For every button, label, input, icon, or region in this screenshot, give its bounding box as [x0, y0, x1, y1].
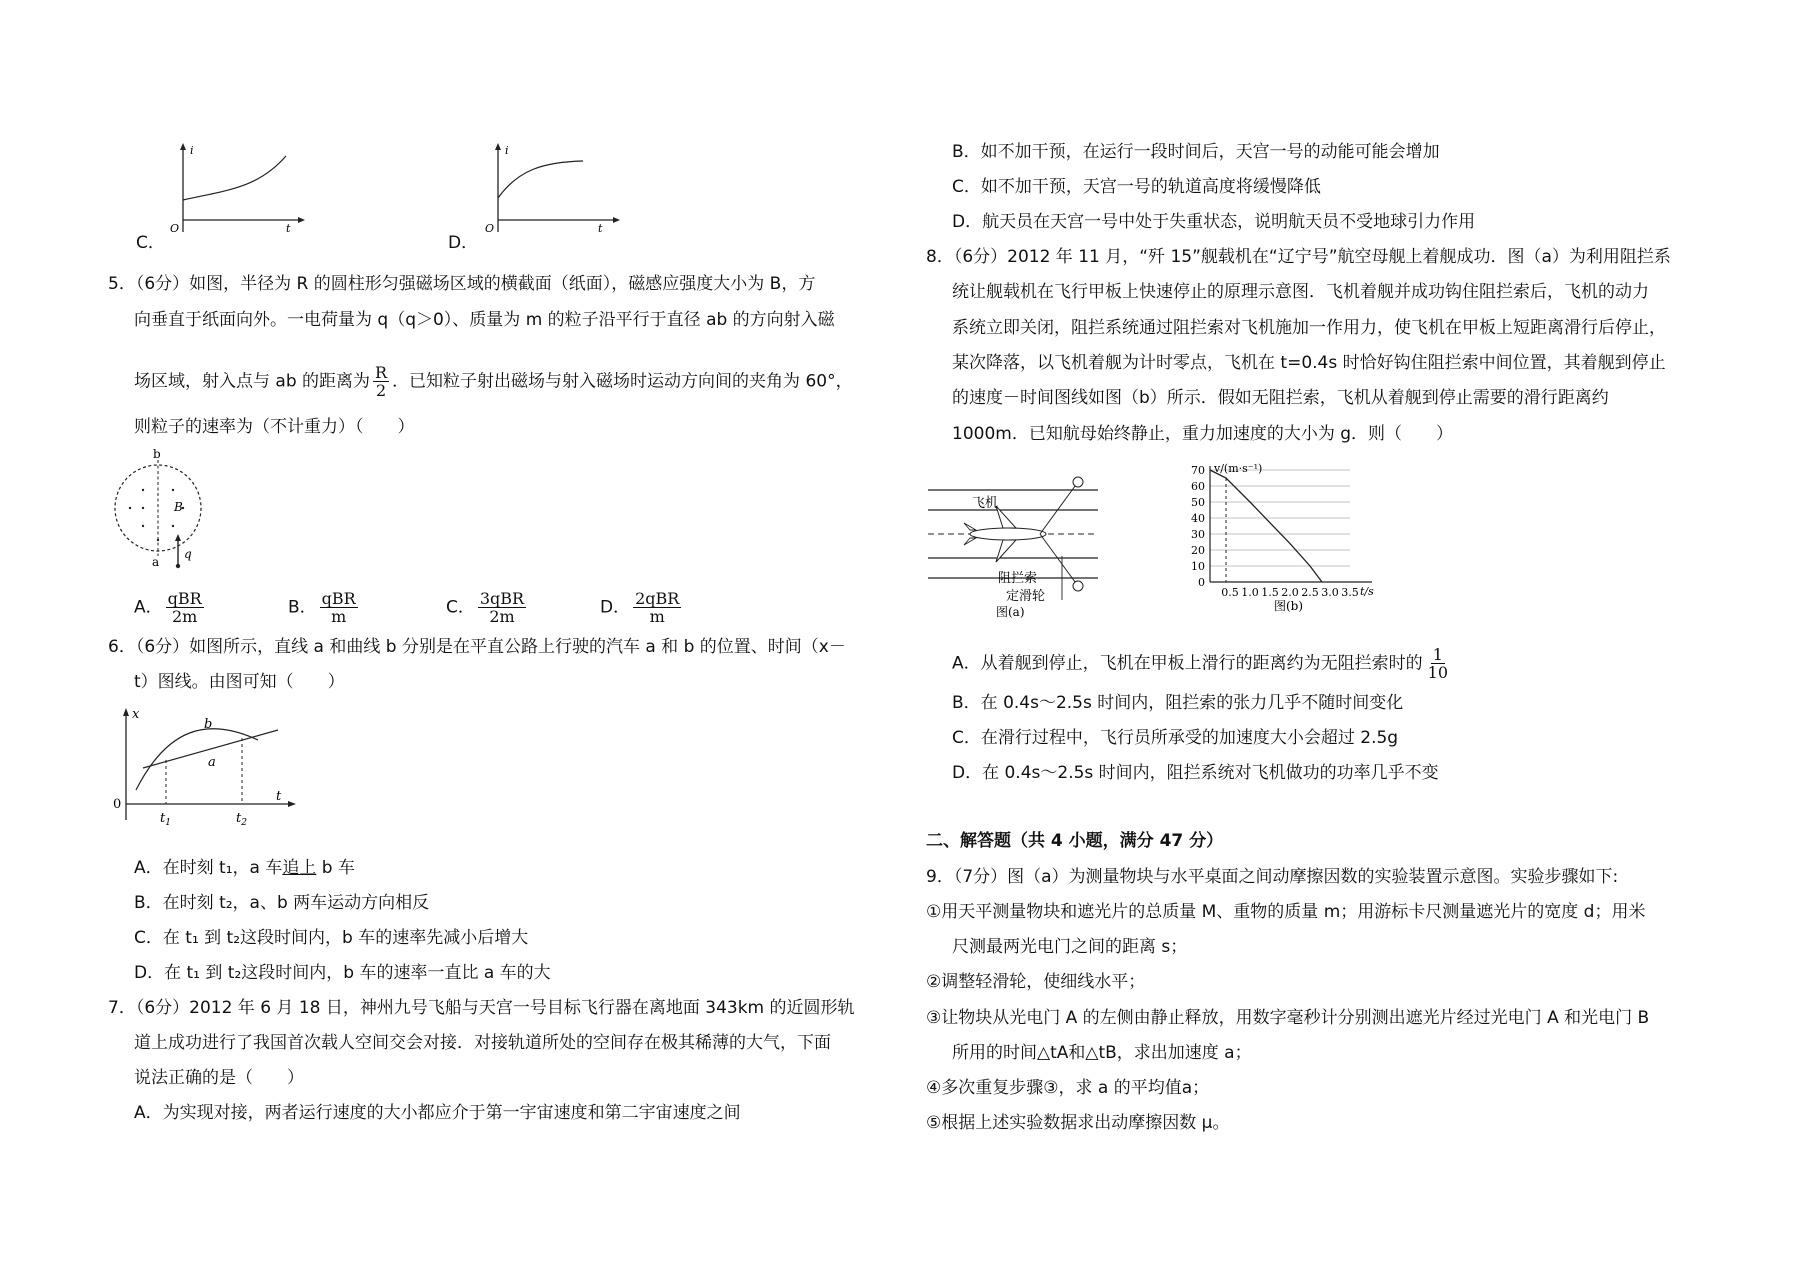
q6-option-b[interactable]: B．在时刻 t₂，a、b 两车运动方向相反 [134, 893, 430, 913]
q9-step-4: ④多次重复步骤③，求 a 的平均值a； [926, 1078, 1210, 1098]
charge-q-label: q [184, 547, 192, 561]
pulley-label: 定滑轮 [1006, 589, 1046, 604]
svg-text:t1 [160, 811, 171, 828]
q5-option-b[interactable] [288, 590, 361, 625]
section-2-heading: 二、解答题（共 4 小题，满分 47 分） [926, 831, 1224, 851]
y-tick-label: 0 [1198, 576, 1205, 589]
q6-option-a-pre: A．在时刻 t₁，a 车 [134, 858, 283, 878]
x-tick-label: 3.0 [1321, 586, 1339, 599]
y-tick-label: 20 [1191, 544, 1205, 557]
fraction-den: 2m [171, 607, 198, 626]
q4-graph-d [448, 140, 688, 240]
option-a-fraction [166, 590, 204, 625]
fraction-num: qBR [167, 589, 202, 608]
y-tick-label: 70 [1191, 464, 1205, 477]
x-tick-label: 2.0 [1281, 586, 1299, 599]
q4-option-d-label: D． [448, 233, 479, 253]
option-d-fraction [633, 590, 681, 625]
axis-t-label: t [286, 222, 291, 235]
y-tick-label: 30 [1191, 528, 1205, 541]
y-tick-label: 50 [1191, 496, 1205, 509]
fraction-num: 1 [1432, 645, 1443, 664]
q9-line-1: 9．（7分）图（a）为测量物块与水平桌面之间动摩擦因数的实验装置示意图。实验步骤如下: [926, 867, 1619, 887]
q5-line-4: 则粒子的速率为（不计重力）（ ） [134, 417, 415, 437]
q6-option-a-underlined: 追上 [282, 858, 317, 878]
figure-b-caption: 图(b) [1274, 599, 1304, 613]
velocity-curve [1210, 470, 1322, 582]
q4-graph-c [138, 140, 378, 240]
t2-label: t [236, 811, 242, 826]
q6-xt-graph [108, 702, 308, 832]
q7-option-c[interactable]: C．如不加干预，天宫一号的轨道高度将缓慢降低 [952, 177, 1321, 197]
fraction-num: 2qBR [635, 589, 680, 608]
q8-line-2: 统让舰载机在飞行甲板上快速停止的原理示意图．飞机着舰并成功钩住阻拦索后，飞机的动力 [952, 282, 1649, 302]
y-tick-label: 10 [1191, 560, 1205, 573]
t1-label: t [160, 811, 166, 826]
q9-step-5: ⑤根据上述实验数据求出动摩擦因数 μ。 [926, 1113, 1230, 1133]
q8-option-d[interactable]: D．在 0.4s～2.5s 时间内，阻拦系统对飞机做功的功率几乎不变 [952, 763, 1439, 783]
q6-option-a[interactable] [134, 857, 355, 879]
q5-line-3-post: ．已知粒子射出磁场与射入磁场时运动方向间的夹角为 60°， [392, 371, 853, 392]
q6-line-1: 6．（6分）如图所示，直线 a 和曲线 b 分别是在平直公路上行驶的汽车 a 和 b 的位置、时间（x－ [108, 637, 846, 657]
q5-line-2: 向垂直于纸面向外。一电荷量为 q（q＞0）、质量为 m 的粒子沿平行于直径 ab 的方向射入磁 [134, 310, 835, 330]
axis-t-label: t [276, 789, 282, 804]
q9-step-2: ②调整轻滑轮，使细线水平； [926, 972, 1146, 992]
y-tick-label: 60 [1191, 480, 1205, 493]
curve-b-label: b [204, 717, 213, 732]
origin-label: O [170, 222, 180, 235]
y-tick-label: 40 [1191, 512, 1205, 525]
fraction-den: m [331, 607, 347, 626]
q8-line-1: 8．（6分）2012 年 11 月，“歼 15”舰载机在“辽宁号”航空母舰上着舰成功．图（a）为利用阻拦系 [926, 247, 1671, 267]
option-label: D． [600, 597, 631, 618]
q7-option-a[interactable]: A．为实现对接，两者运行速度的大小都应介于第一宇宙速度和第二宇宙速度之间 [134, 1103, 741, 1123]
q5-option-d[interactable] [600, 590, 684, 625]
x-axis-label: t/s [1360, 585, 1374, 598]
point-a-label: a [152, 555, 160, 569]
x-tick-label: 2.5 [1301, 586, 1319, 599]
plane-label: 飞机 [972, 496, 999, 511]
y-axis-label: v/(m·s⁻¹) [1214, 462, 1263, 475]
q5-line-1: 5．（6分）如图，半径为 R 的圆柱形匀强磁场区域的横截面（纸面），磁感应强度大小为 B，方 [108, 274, 816, 294]
fraction-den: 10 [1427, 663, 1448, 682]
axis-i-label: i [505, 144, 509, 157]
cable-label: 阻拦索 [998, 571, 1038, 586]
q8-option-a-fraction [1426, 646, 1450, 681]
q8-line-4: 某次降落，以飞机着舰为计时零点，飞机在 t=0.4s 时恰好钩住阻拦索中间位置，其着舰到停止 [952, 353, 1666, 373]
q9-step-1a: ①用天平测量物块和遮光片的总质量 M、重物的质量 m；用游标卡尺测量遮光片的宽度 d；用米 [926, 902, 1646, 922]
fraction-num: 3qBR [479, 589, 525, 608]
fraction-den: 2m [489, 607, 515, 626]
option-label: C． [446, 597, 475, 618]
fraction-num: qBR [321, 589, 356, 608]
q6-line-2: t）图线。由图可知（ ） [134, 672, 345, 692]
field-b-label: B [174, 500, 183, 514]
q8-figure-a [928, 460, 1108, 620]
q5-line-3-pre: 场区域，射入点与 ab 的距离为 [134, 371, 371, 392]
q5-fraction-num: R [375, 363, 388, 382]
q5-option-c[interactable] [446, 590, 529, 625]
q5-circle-figure [108, 448, 228, 570]
q9-step-3b: 所用的时间△tA和△tB，求出加速度 a； [952, 1043, 1252, 1063]
q8-option-a[interactable] [952, 646, 1453, 681]
svg-text:t2 [236, 811, 247, 828]
x-tick-label: 3.5 [1341, 586, 1359, 599]
q7-line-2: 道上成功进行了我国首次载人空间交会对接．对接轨道所处的空间存在极其稀薄的大气，下面 [134, 1033, 831, 1053]
q8-line-6: 1000m．已知航母始终静止，重力加速度的大小为 g．则（ ） [952, 424, 1454, 444]
x-tick-label: 1.0 [1241, 586, 1259, 599]
option-label: B． [288, 597, 317, 618]
origin-label: 0 [113, 797, 122, 812]
q7-line-1: 7．（6分）2012 年 6 月 18 日，神州九号飞船与天宫一号目标飞行器在离地面 343km 的近圆形轨 [108, 998, 855, 1018]
q8-line-3: 系统立即关闭，阻拦系统通过阻拦索对飞机施加一作用力，使飞机在甲板上短距离滑行后停止， [952, 318, 1666, 338]
option-c-fraction [478, 590, 526, 625]
q9-step-3a: ③让物块从光电门 A 的左侧由静止释放，用数字毫秒计分别测出遮光片经过光电门 A 和光电门 B [926, 1008, 1650, 1028]
origin-label: O [485, 222, 495, 235]
q6-option-c[interactable]: C．在 t₁ 到 t₂这段时间内，b 车的速率先减小后增大 [134, 928, 529, 948]
axis-t-label: t [598, 222, 603, 235]
q8-line-5: 的速度－时间图线如图（b）所示．假如无阻拦索，飞机从着舰到停止需要的滑行距离约 [952, 388, 1609, 408]
x-tick-label: 1.5 [1261, 586, 1279, 599]
option-label: A． [134, 597, 163, 618]
q5-fraction-den: 2 [375, 381, 387, 400]
x-tick-label: 0.5 [1221, 586, 1239, 599]
q7-option-b[interactable]: B．如不加干预，在运行一段时间后，天宫一号的动能可能会增加 [952, 142, 1440, 162]
q4-option-c-label: C． [136, 233, 165, 253]
q8-option-c[interactable]: C．在滑行过程中，飞行员所承受的加速度大小会超过 2.5g [952, 728, 1399, 748]
fraction-den: m [649, 607, 665, 626]
q9-step-1b: 尺测最两光电门之间的距离 s； [952, 937, 1188, 957]
q8-option-b[interactable]: B．在 0.4s～2.5s 时间内，阻拦索的张力几乎不随时间变化 [952, 693, 1404, 713]
figure-a-caption: 图(a) [996, 605, 1025, 619]
t1-subscript: 1 [165, 818, 171, 828]
point-b-label: b [153, 448, 161, 461]
q6-option-d[interactable]: D．在 t₁ 到 t₂这段时间内，b 车的速率一直比 a 车的大 [134, 963, 551, 983]
option-b-fraction [320, 590, 358, 625]
q5-option-a[interactable] [134, 590, 207, 625]
q8-option-a-text: A．从着舰到停止，飞机在甲板上滑行的距离约为无阻拦索时的 [952, 653, 1423, 674]
axis-i-label: i [190, 144, 194, 157]
q7-line-3: 说法正确的是（ ） [134, 1068, 304, 1088]
q8-figure-b-vt-chart [1182, 458, 1402, 623]
axis-x-label: x [132, 707, 140, 722]
line-a-label: a [208, 755, 216, 770]
q5-line-3 [134, 364, 853, 399]
t2-subscript: 2 [241, 818, 247, 828]
q6-option-a-post: b 车 [316, 858, 355, 878]
q5-fraction [373, 364, 389, 399]
q7-option-d[interactable]: D．航天员在天宫一号中处于失重状态，说明航天员不受地球引力作用 [952, 212, 1476, 232]
